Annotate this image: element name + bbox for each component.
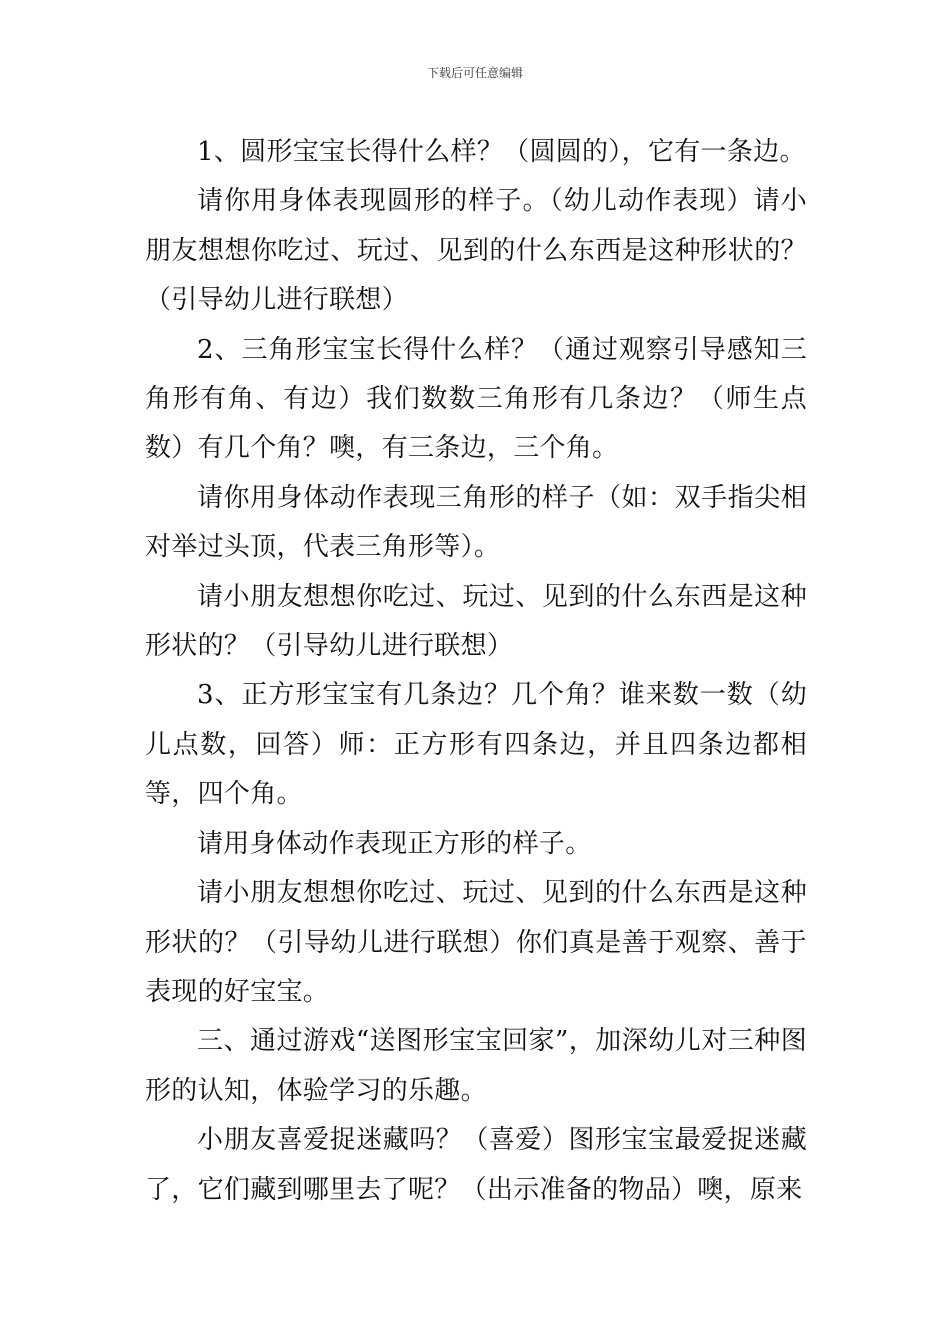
paragraph-circle-question: 1、圆形宝宝长得什么样？（圆圆的），它有一条边。 [197, 137, 806, 167]
paragraph-triangle-question: 2、三角形宝宝长得什么样？（通过观察引导感知三角形有角、有边）我们数数三角形有几条边？（师生点数）有几个角？噢，有三条边，三个角。 [145, 334, 807, 464]
document-body [145, 128, 807, 1215]
page-header: 下载后可任意编辑 [426, 66, 523, 80]
paragraph-triangle-association: 请小朋友想想你吃过、玩过、见到的什么东西是这种形状的？（引导幼儿进行联想） [145, 581, 807, 662]
paragraph-square-action: 请用身体动作表现正方形的样子。 [197, 828, 592, 859]
paragraph-section-three: 三、通过游戏“送图形宝宝回家”，加深幼儿对三种图形的认知，体验学习的乐趣。 [145, 1026, 807, 1106]
paragraph-triangle-action: 请你用身体动作表现三角形的样子（如：双手指尖相对举过头顶，代表三角形等）。 [145, 482, 807, 563]
paragraph-hide-and-seek: 小朋友喜爱捉迷藏吗？（喜爱）图形宝宝最爱捉迷藏了，它们藏到哪里去了呢？（出示准备的物品）噢，原来 [145, 1125, 807, 1205]
paragraph-square-association: 请小朋友想想你吃过、玩过、见到的什么东西是这种形状的？（引导幼儿进行联想）你们真是善于观察、善于表现的好宝宝。 [145, 878, 807, 1007]
paragraph-circle-action: 请你用身体表现圆形的样子。（幼儿动作表现）请小朋友想想你吃过、玩过、见到的什么东西是这种形状的？（引导幼儿进行联想） [145, 186, 807, 316]
paragraph-square-question: 3、正方形宝宝有几条边？几个角？谁来数一数（幼儿点数，回答）师：正方形有四条边，并且四条边都相等，四个角。 [145, 680, 807, 810]
